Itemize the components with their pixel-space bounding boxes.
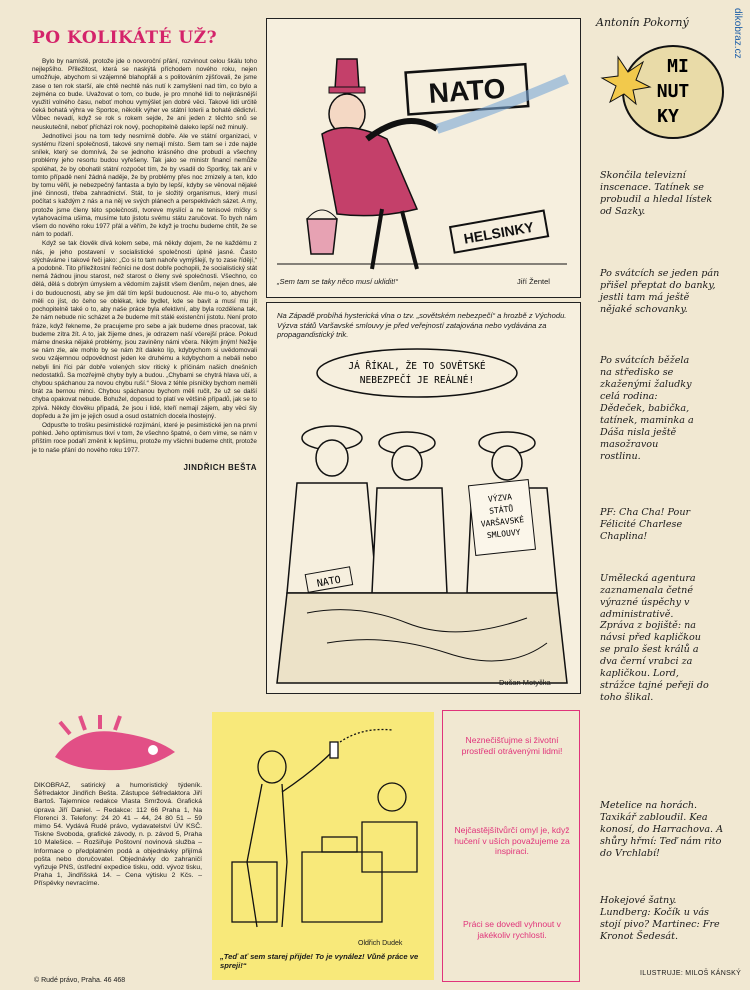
cartoon-spray [212,712,434,980]
article-body [32,58,257,455]
cartoon-soviet-frame [266,302,581,694]
colophon: DIKOBRAZ, satirický a humoristický týdeník. Šéfredaktor Jindřich Bešta. Zástupce šéfredaktora Jiří Bartoš. Tajemnice redakce Vlasta Smržová. Grafická úprava Jiří Daniel. – Redakce: 112 66 Praha 1, Na Florenci 3. Telefony: 24 20 41 – 44, 24 80 51 – 59 mimo 54. Vydává Rudé právo, vydavatelství ÚV KSČ. Tiskne Svoboda, grafické závody, n. p. závod 5, Praha 10 Malešice. – Rozšiřuje Poštovní novinová služba – Informace o předplatném podá a objednávky přijímá pošta nebo doručovatel. Objednávky do zahraničí vyřizuje PNS, ústřední expedice tisku, odd. vývoz tisku, Praha 1, Jindřišská 14. – Cena výtisku 2 Kčs. – Příspěvky nevracíme. [34,782,202,888]
minutky-item: Metelice na horách. Taxikář zabloudil. Kea konosí, do Harrachova. A shůry hřmí: Teď nám rito do Vrchlabí! [600,800,724,859]
minutky-item: Umělecká agentura zaznamenala četné výrazné úspěchy v administrativě. [600,573,696,620]
minutky-item: Zpráva z bojiště: na návsi před kapličkou se pralo šest králů a dva černí vrabci za kapličkou. Lord, strážce tajné peřeji do toho šlikal. [600,620,709,703]
minutky-item: Po svátcích běžela na středisko se zkaženými žaludky celá rodina: Dědeček, babička, tatínek, maminka a Dáša nisla ještě masožravou rostlinu. [600,355,694,462]
minutky-logo [588,32,728,152]
svg-text:STÁTŮ: STÁTŮ [488,504,514,516]
cartoon-soviet-drawing [267,343,579,695]
aphorism: Neznečišťujme si životní prostředí otrávenými lidmi! [461,735,563,756]
minutky-item: PF: Cha Cha! Pour Félicité Charlese Chaplina! [600,507,691,542]
aphorism: Nejčastějšítvůrčí omyl je, když hučení v uších považujeme za inspiraci. [454,825,570,856]
article-paragraph: Když se tak člověk dívá kolem sebe, má někdy dojem, že ne každému z nás, je jeho postavení v socialistické společnosti úplně jasné. Často slýcháváme i takové řeči jako: „Co si to tam nahoře vymýšlejí, ty to zase řídějí,“ a podobně. Tito příležitostní řečníci ne dost dobře pochopili, že socialistický stát nemá žádnou jinou starost, než starost o členy své společnosti. Všechno, co dělá, dělá s dobrým úmyslem a vědomím zajistit všem členům, nejen dnes, ale i do budoucnosti, aby se jim dál tím lepší budoucnost. Ale mu-o to, abychom měli co jíst, do čeho se oblékat, kde bydlet, kde se bavit a musí mu jít pochopitelně také o to, aby naše práce byla efektivní, aby byla rozdělena tak, že nám nebude nic scházet a že budeme mít stálé existenční jistotu. Není proto fráze, když řekneme, že pracujeme pro sebe a jak budeme dnes pracovat, tak budeme zítra žít. A to, jak žijeme dnes, je odrazem naší včerejší práce. Pokud máme dneska nějaké problémy, jsou zaviněny námi včera. Nikým jiným! Nežije se nám zle, ale mohlo by se nám žít daleko líp, kdybychom si uvědomovali svou vzájemnou odpovědnost jeden ke druhému a kdybychom a nebáli nebo nebyli lini říci pár dobře volených slov ritický k příčinám našich dnešních nedostatků. Sa mozřejmě chyby byly a budou. „Chybami se chytrá hlava učí, a chybou spáchanou za novou chybu ruší.“ Slova z téhle písničky bychom neměli brát za bernou minci. Chybou spáchanou bychom měli ručit, že už se další chyba opakovat nebude. Bohužel, doposud to platí ve většině případů, jak se to zpívá. Někdy člověku připadá, že jsou i lidé, kteří nemají zájem, aby věci šly dopředu a že jim je jejich osud a osud ostatních docela lhostejný. [32,240,257,420]
minutky-item: Po svátcích se jeden pán přišel přeptat do banky, jestli tam má ještě nějaké schovanky. [600,268,720,315]
article-author: JINDŘICH BEŠTA [183,462,257,472]
nato-sign-text: NATO [427,72,507,109]
cartoon-spray-caption: „Teď ať sem starej přijde! To je vynález! Vůně práce ve spreji!“ [220,952,419,970]
cartoon-nato-drawing [267,19,579,295]
article-paragraph: Odpusťte to trošku pesimistické rozjímání, které je pesimistické jen na první pohled. Jeho optimismus tkví v tom, že všechno špatné, o čem víme, se nám v příštím roce podaří změnit k lepšímu, protože my všichni budeme chtít, protože je to naše přání do nového roku 1977. [32,421,257,454]
svg-text:VÝZVA: VÝZVA [487,492,513,504]
article-paragraph: Bylo by namístě, protože jde o novoroční přání, rozvinout celou škálu toho nejlepšího. Příležitost, která se naskýtá příchodem nového roku, nejen umožňuje, abychom si vzájemně blahopřáli a s politováním zjišťovali, že jsme zase o ten rok starší, ale chtě nechtě nás nutí k zamyšlení nad tím, co bylo a zejména co bude. Uvažovat o tom, co bude, je pro mnohé lidi to nejkrásnější využití volného času, neboť mohou vymýšlet jen dobré věci. Takové lidi určitě čeká bohatá výhra ve Sportce, několik výher ve státní loterii a bohaté dědictví. Vůbec nevadí, když se rok s rokem sejde, že ani jeden z těchto snů se neuskutečnil, neboť příchází rok nový, pochopitelně daleko lepší než minulý. [32,58,257,131]
article [32,28,257,678]
cartoon-spray-drawing [212,712,434,942]
minutky-column [588,10,728,985]
minutky-illustrator: ILUSTRUJE: MILOŠ KÁNSKÝ [640,970,742,977]
logo-line-mi: MI [667,56,689,77]
cartoon-spray-credit: Oldřich Dudek [358,940,403,947]
logo-line-nut: NUT [656,81,690,102]
copyright: © Rudé právo, Praha. 46 468 [34,977,126,984]
aphorism-box [442,710,580,982]
article-paragraph: Jednotlivci jsou na tom tedy nesmírně dobře. Ale ve státní organizaci, v systému řízení společnosti, takové sny nemají místo. Sem tam se i zde najde snílek, který se domnívá, že se jednoho krásného dne probudí a všechny problémy jeho resortu budou vyřešeny. Tak jako se ministr financí nemůže spoléhat, že by obohatil státní rozpočet tím, že by vsadil do Sportky, tak ani v tomto případě není žádná naděje, že by problémy přes noc zmizely a ten, kdo by tomu věřil, je nebezpečný fantasta a bylo by lepší, kdyby se věnoval nějaké jiné činnosti, třeba zahradnictví. Stát, to je složitý organismus, který musí počítat s každým z nás a na něj ve svých plánech a perspektivách sázet. A my, protože jsme členy této společnosti, tvoreve myslící a ne tenisové míčky s vytahovacíma ušima, musíme tuto jistotu svému státu zaručovat. To bych nám všem do nového roku 1977 přál a věřím, že když je trochu budeme chtít, že se nám to podaří. [32,132,257,239]
nato-label: NATO [316,574,342,590]
svg-text:VARŠAVSKÉ: VARŠAVSKÉ [480,515,525,529]
helsinky-sign-text: HELSINKY [462,218,536,247]
watermark: dikobraz.cz [732,8,743,59]
article-title: PO KOLIKÁTÉ UŽ? [32,28,218,48]
cartoon-soviet-credit: Dušan Motyčka [499,678,551,687]
speech-bubble-line1: JÁ ŘÍKAL, ŽE TO SOVĚTSKÉ [348,361,486,372]
svg-text:SMLOUVY: SMLOUVY [486,527,521,541]
dikobraz-logo [45,712,195,782]
minutky-item: Skončila televizní inscenace. Tatínek se probudil a hledal lístek od Sazky. [600,170,713,217]
minutky-item: Hokejové šatny. Lundberg: Kočík u vás stojí pivo? Martinec: Fre Kronot Šedesát. [600,895,720,942]
minutky-author: Antonín Pokorný [596,16,689,29]
cartoon-soviet-intro: Na Západě probíhá hysterická vlna o tzv. „sovětském nebezpečí“ a hrozbě z Východu. Výzva států Varšavské smlouvy je před veřejností zatajována nebo vydávána za propagandistický trik. [277,311,567,339]
speech-bubble-line2: NEBEZPEČÍ JE REÁLNÉ! [359,375,475,386]
cartoon-nato-caption: „Sem tam se taky něco musí uklidit!“ [277,277,398,286]
logo-line-ky: KY [657,106,679,127]
cartoon-nato-credit: Jiří Žentel [517,277,550,286]
aphorism: Práci se dovedl vyhnout v jakékoliv rychlosti. [463,919,561,940]
cartoon-nato-frame [266,18,581,298]
